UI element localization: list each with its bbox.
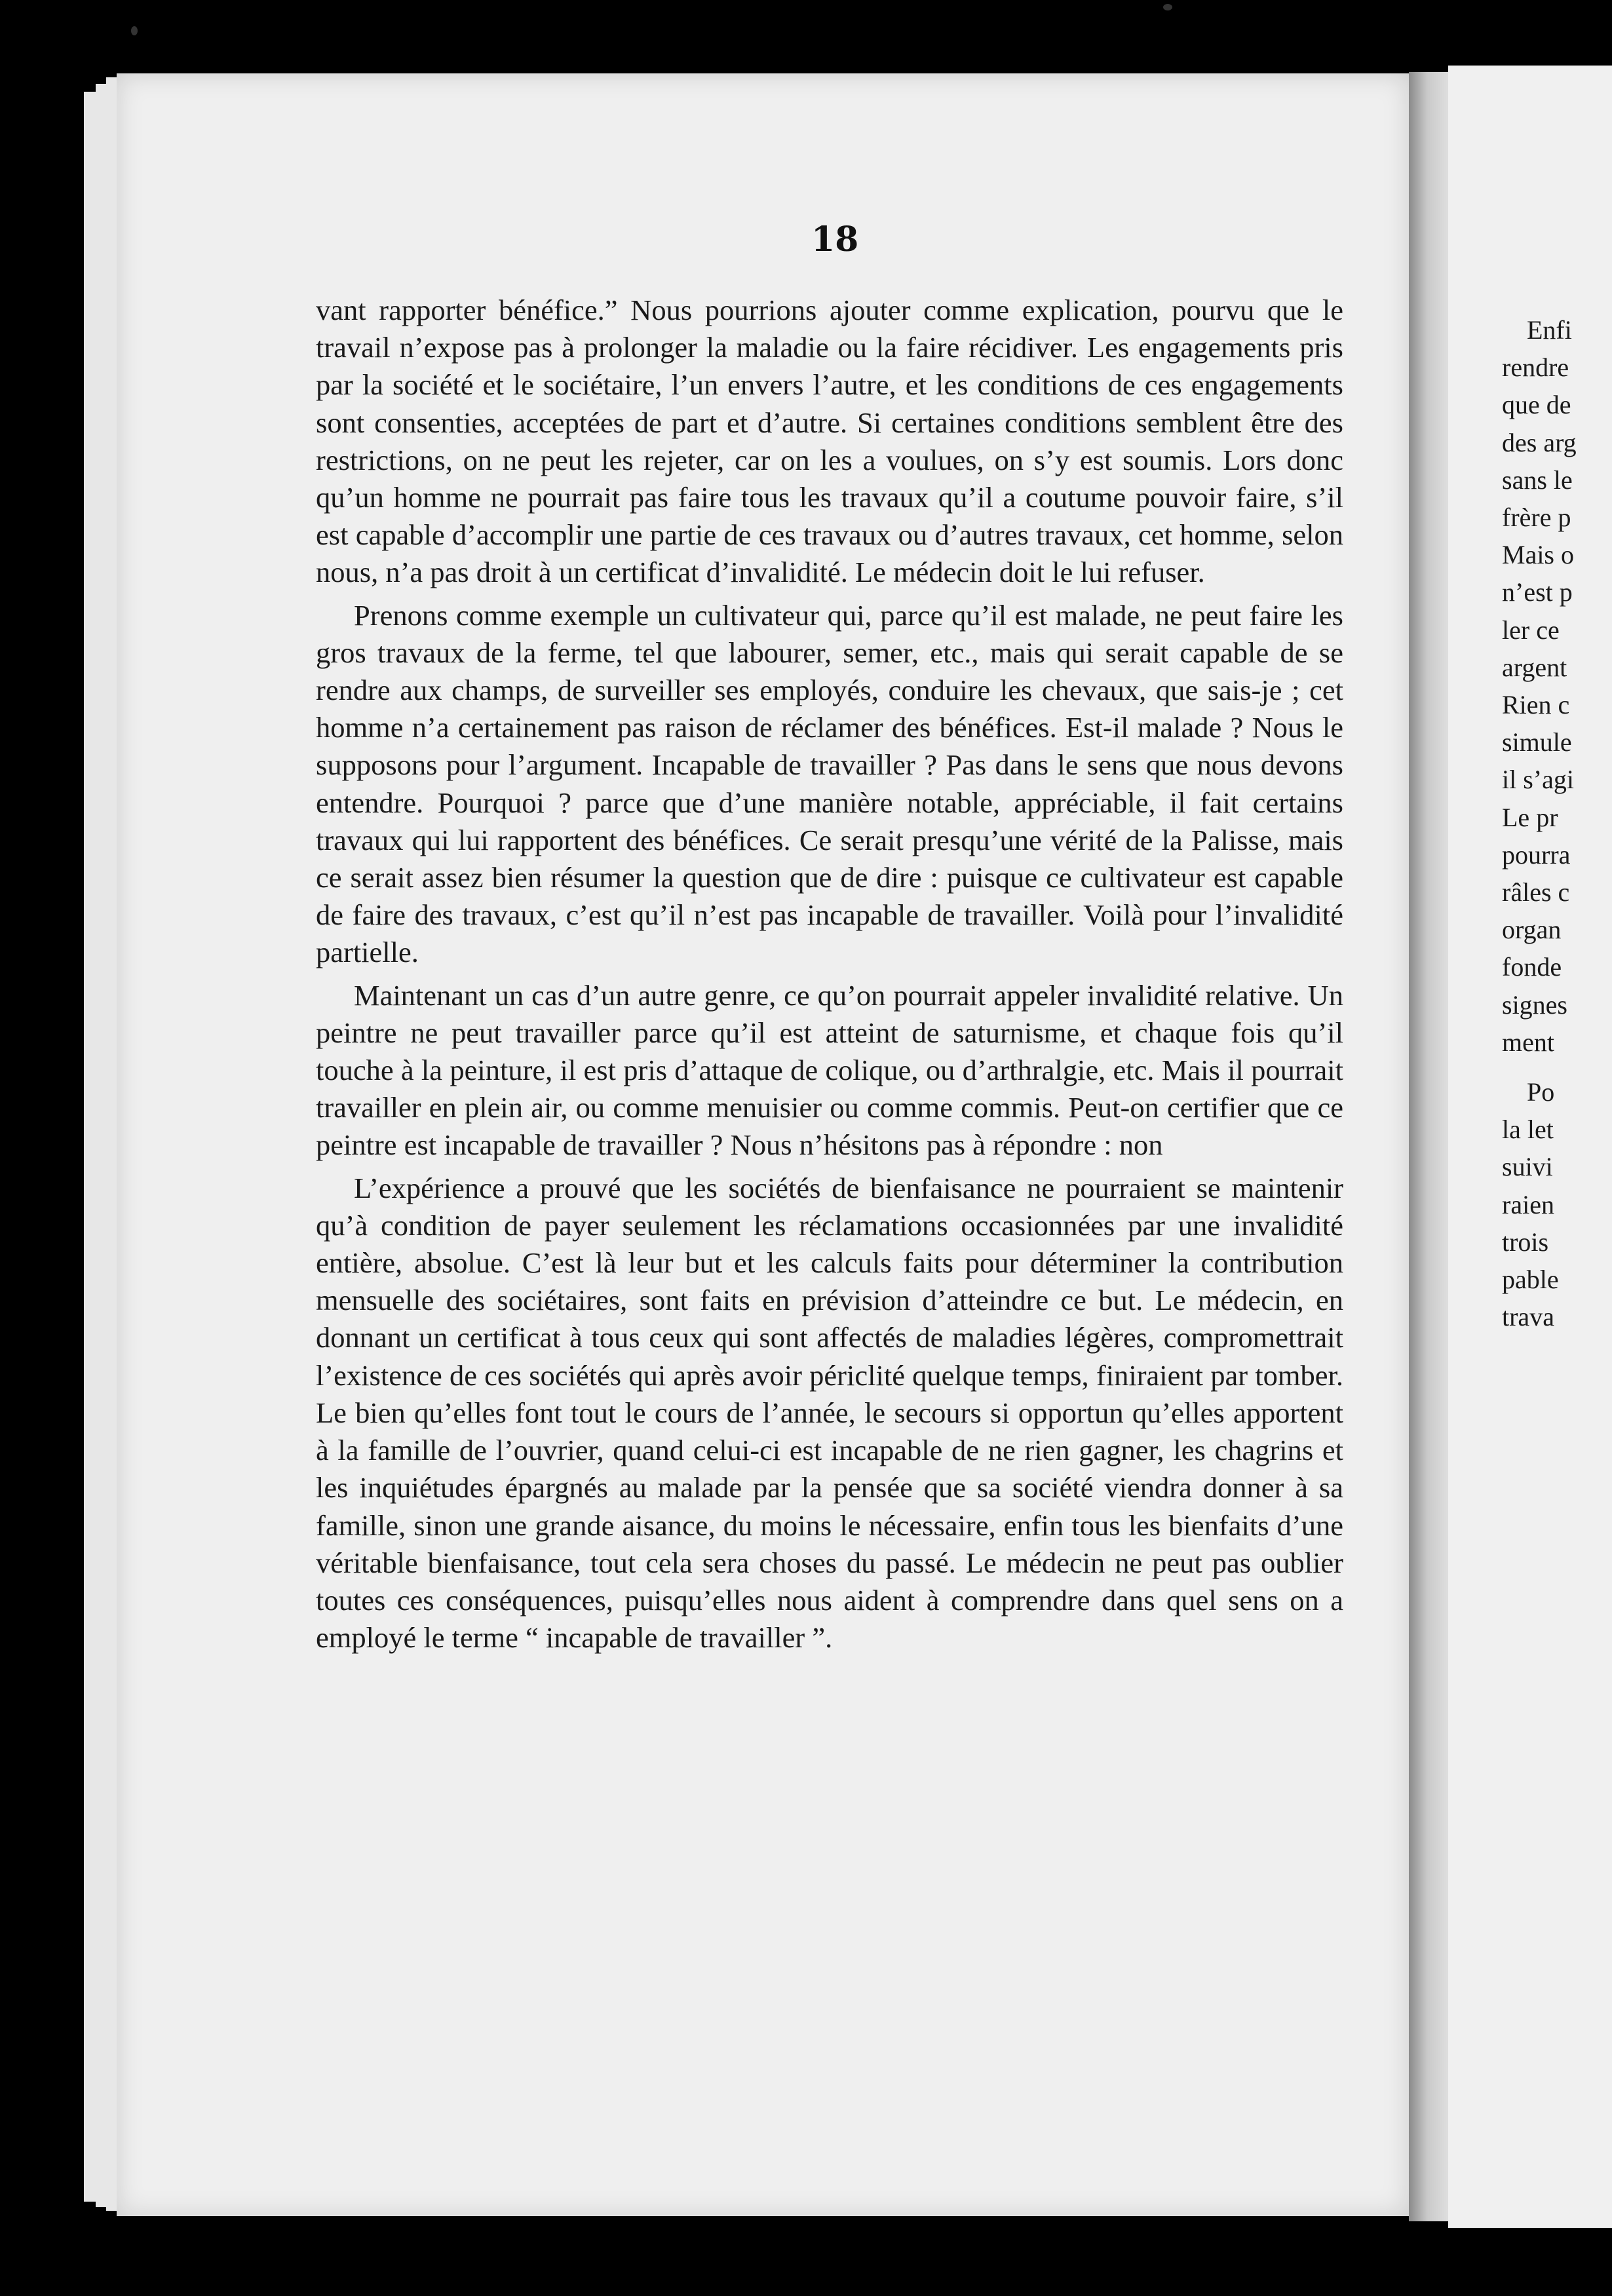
right-page-line: organ bbox=[1502, 915, 1562, 945]
right-page-line: trava bbox=[1502, 1302, 1554, 1332]
speck bbox=[131, 26, 138, 35]
body-text bbox=[316, 292, 1343, 1656]
right-page-line: signes bbox=[1502, 989, 1567, 1020]
right-page-line: Rien c bbox=[1502, 690, 1570, 719]
right-page-line: que de bbox=[1502, 390, 1571, 420]
right-page-line: trois bbox=[1502, 1227, 1549, 1257]
paragraph: Prenons comme exemple un cultivateur qui, parce qu’il est malade, ne peut faire les gros travaux de la ferme, tel que labourer, semer, etc., mais qui serait capable de se rendre aux champs, de surveiller ses employés, conduire les chevaux, que sais-je ; cet homme n’a certainement pas raison de réclamer des bénéfices. Est-il malade ? Nous le supposons pour l’argument. Incapable de travailler ? Pas dans le sens que nous devons entendre. Pourquoi ? parce que d’une manière notable, appréciable, il fait certains travaux qui lui rapportent des bénéfices. Ce serait presqu’une vérité de la Palisse, mais ce serait assez bien résumer la question que de dire : puisque ce cultivateur est capable de faire des travaux, c’est qu’il n’est pas incapable de travailler. Voilà pour l’invalidité partielle. bbox=[316, 598, 1343, 969]
right-page-line: Enfi bbox=[1527, 315, 1572, 345]
right-page-line: râles c bbox=[1502, 877, 1570, 907]
paragraph: Maintenant un cas d’un autre genre, ce qu’on pourrait appeler invalidité relative. Un peintre ne peut travailler parce qu’il est atteint de saturnisme, et chaque fois qu’il touche à la peinture, il est pris d’attaque de colique, ou d’arthralgie, etc. Mais il pourrait travailler en plein air, ou comme menuisier ou comme commis. Peut-on certifier que ce peintre est incapable de travailler ? Nous n’hésitons pas à répondre : non bbox=[316, 978, 1343, 1162]
right-page-line: pourra bbox=[1502, 839, 1571, 870]
right-page-line: la let bbox=[1502, 1115, 1554, 1145]
right-page-line: sans le bbox=[1502, 465, 1573, 495]
right-page-line: n’est p bbox=[1502, 577, 1573, 607]
right-page-line: argent bbox=[1502, 652, 1567, 682]
right-page-line: Po bbox=[1527, 1077, 1555, 1107]
right-page-line: des arg bbox=[1502, 427, 1577, 457]
right-page-line: il s’agi bbox=[1502, 765, 1574, 795]
right-page-line: simule bbox=[1502, 727, 1572, 757]
right-page-line: rendre bbox=[1502, 353, 1569, 383]
right-page-line: suivi bbox=[1502, 1152, 1553, 1182]
right-page-line: raien bbox=[1502, 1189, 1554, 1219]
right-page-line: Le pr bbox=[1502, 802, 1558, 832]
right-page-line: Mais o bbox=[1502, 540, 1574, 570]
speck bbox=[1163, 4, 1172, 10]
right-page-line: frère p bbox=[1502, 503, 1571, 532]
page-number: 18 bbox=[811, 220, 859, 259]
right-page-line: pable bbox=[1502, 1265, 1559, 1294]
right-page-line: ment bbox=[1502, 1027, 1554, 1057]
paragraph: L’expérience a prouvé que les sociétés de bienfaisance ne pourraient se maintenir qu’à condition de payer seulement les réclamations occasionnées par une invalidité entière, absolue. C’est là leur but et les calculs faits pour déterminer la contribution mensuelle des sociétaires, sont faits en prévision d’atteindre ce but. Le médecin, en donnant un certificat à tous ceux qui sont affectés de maladies légères, compromettrait l’existence de ces sociétés qui après avoir périclité quelque temps, finiraient par tomber. Le bien qu’elles font tout le cours de l’année, le secours si opportun qu’elles apportent à la famille de l’ouvrier, quand celui-ci est incapable de ne rien gagner, les chagrins et les inquiétudes épargnés au malade par la pensée que sa société viendra donner à sa famille, sinon une grande aisance, du moins le nécessaire, enfin tous les bienfaits d’une véritable bienfaisance, tout cela sera choses du passé. Le médecin ne peut pas oublier toutes ces conséquences, puisqu’elles nous aident à comprendre dans quel sens on a employé le terme “ incapable de travailler ”. bbox=[316, 1171, 1343, 1655]
right-page-line: ler ce bbox=[1502, 615, 1560, 645]
right-page-line: fonde bbox=[1502, 952, 1562, 982]
paragraph: vant rapporter bénéfice.” Nous pourrions ajouter comme explication, pourvu que le travail n’expose pas à prolonger la maladie ou la faire récidiver. Les engagements pris par la société et le sociétaire, l’un envers l’autre, et les conditions de ces engagements sont consenties, acceptées de part et d’autre. Si certaines conditions semblent être des restrictions, on ne peut les rejeter, car on les a voulues, on s’y est soumis. Lors donc qu’un homme ne pourrait pas faire tous les travaux qu’il a coutume pouvoir faire, s’il est capable d’accomplir une partie de ces travaux ou d’autres travaux, cet homme, selon nous, n’a pas droit à un certificat d’invalidité. Le médecin doit le lui refuser. bbox=[316, 294, 1343, 589]
